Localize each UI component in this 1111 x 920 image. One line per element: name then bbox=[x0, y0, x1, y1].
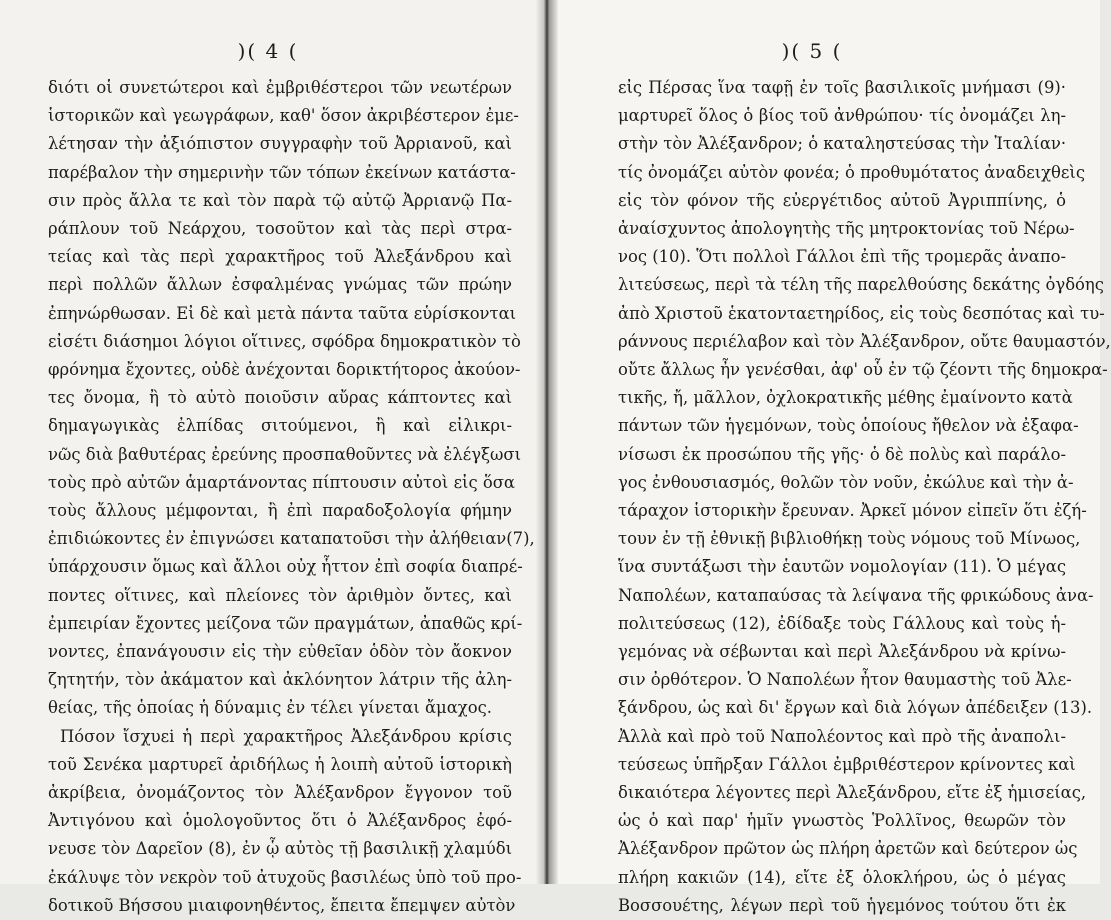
text-line: τοῦ Σενέκα μαρτυρεῖ ἀριδήλως ἡ λοιπὴ αὐτοῦ ἱστορικὴ bbox=[48, 754, 512, 774]
text-line: ἐπηνώρθωσαν. Εἰ δὲ καὶ μετὰ πάντα ταῦτα εὑρίσκονται bbox=[48, 303, 517, 323]
text-line: στὴν τὸν Ἀλέξανδρον; ὁ καταληστεύσας τὴν Ἰταλίαν· bbox=[618, 134, 1067, 154]
text-line: τικῆς, ἤ, μᾶλλον, ὀχλοκρατικῆς μέθης ἐμαίνοντο κατὰ bbox=[618, 388, 1073, 408]
text-line: ἀναίσχυντος ἀπολογητὴς τῆς μητροκτονίας τοῦ Νέρω- bbox=[618, 219, 1075, 239]
text-line: νος (10). Ὅτι πολλοὶ Γάλλοι ἐπὶ τῆς τρομερᾶς ἀναπο- bbox=[618, 247, 1067, 267]
text-line: τουν ἐν τῇ ἐθνικῇ βιβλιοθήκῃ τοὺς νόμους τοῦ Μίνωος, bbox=[618, 529, 1081, 549]
text-line: τείας καὶ τὰς περὶ χαρακτῆρος τοῦ Ἀλεξάνδρου καὶ bbox=[48, 247, 512, 267]
page-number-right: )( 5 ( bbox=[781, 39, 843, 63]
text-line: ζητητήν, τὸν ἀκάματον καὶ ἀκλόνητον λάτριν τῆς ἀλη- bbox=[48, 670, 512, 690]
right-page bbox=[548, 0, 1111, 915]
text-line: ἱστορικῶν καὶ γεωγράφων, καθ' ὅσον ἀκριβέστερον ἐμε- bbox=[48, 106, 519, 126]
text-line: Ναπολέων, καταπαύσας τὰ λείψανα τῆς φρικώδους ἀνα- bbox=[618, 585, 1094, 605]
text-line: οὔτε ἄλλως ἦν γενέσθαι, ἀφ' οὗ ἐν τῷ ζέοντι τῆς δημοκρα- bbox=[618, 360, 1108, 380]
text-line: ἀκρίβεια, ὀνομάζοντος τὸν Ἀλέξανδρον ἔγγονον τοῦ bbox=[48, 783, 512, 803]
left-page bbox=[0, 0, 548, 915]
text-line: ξάνδρου, ὡς καὶ δι' ἔργων καὶ διὰ λόγων ἀπέδειξεν (13). bbox=[618, 698, 1093, 718]
text-line: νευσε τὸν Δαρεῖον (8), ἐν ᾧ αὐτὸς τῇ βασιλικῇ χλαμύδι bbox=[48, 839, 512, 859]
text-line: ὡς ὁ καὶ παρ' ἡμῖν γνωστὸς Ῥολλῖνος, θεωρῶν τὸν bbox=[618, 811, 1066, 831]
text-line: θείας, τῆς ὁποίας ἡ δύναμις ἐν τέλει γίνεται ἄμαχος. bbox=[48, 698, 492, 718]
text-line: πάντων τῶν ἡγεμόνων, τοὺς ὁποίους ἤθελον νὰ ἐξαφα- bbox=[618, 416, 1079, 436]
text-line: τοὺς ἄλλους μέμφονται, ἢ ἐπὶ παραδοξολογία φήμην bbox=[48, 501, 512, 521]
text-line: εἰς Πέρσας ἵνα ταφῇ ἐν τοῖς βασιλικοῖς μνήμασι (9)· bbox=[618, 78, 1066, 97]
text-line: Πόσον ἴσχυεi ἡ περὶ χαρακτῆρος Ἀλεξάνδρου κρίσις bbox=[60, 726, 512, 746]
text-line: εἰσέτι διάσημοι λόγιοι οἵτινες, σφόδρα δημοκρατικὸν τὸ bbox=[48, 331, 521, 351]
text-line: δοτικοῦ Βήσσου μιαιφονηθέντος, ἔπειτα ἔπεμψεν αὐτὸν bbox=[48, 895, 516, 915]
text-line: σιν πρὸς ἄλλα τε καὶ τὸν παρὰ τῷ αὐτῷ Ἀρριανῷ Πα- bbox=[48, 190, 512, 210]
right-page-text bbox=[618, 74, 1111, 920]
text-line: Ἀντιγόνου καὶ ὁμολογοῦντος ὅτι ὁ Ἀλέξανδρος ἐφό- bbox=[48, 811, 512, 831]
text-line: γος ἐνθουσιασμός, θολῶν τὸν νοῦν, ἐκώλυε καὶ τὴν ἀ- bbox=[618, 472, 1074, 492]
text-line: ἐκάλυψε τὸν νεκρὸν τοῦ ἀτυχοῦς βασιλέως ὑπὸ τοῦ προ- bbox=[48, 867, 522, 887]
book-gutter bbox=[536, 0, 558, 884]
text-line: δημαγωγικὰς ἐλπίδας σιτούμενοι, ἢ καὶ εἰλικρι- bbox=[48, 416, 512, 436]
text-line: πλήρη κακιῶν (14), εἴτε ἐξ ὁλοκλήρου, ὡς ὁ μέγας bbox=[618, 867, 1066, 887]
text-line: νίσωσι ἐκ προσώπου τῆς γῆς· ὁ δὲ πολὺς καὶ παράλο- bbox=[618, 444, 1066, 464]
text-line: πολιτεύσεως (12), ἐδίδαξε τοὺς Γάλλους καὶ τοὺς ἡ- bbox=[618, 613, 1066, 633]
text-line: μαρτυρεῖ ὅλος ὁ βίος τοῦ ἀνθρώπου· τίς ὀνομάζει λη- bbox=[618, 106, 1066, 126]
text-line: Ἀλλὰ καὶ πρὸ τοῦ Ναπολέοντος καὶ πρὸ τῆς ἀναπολι- bbox=[618, 726, 1066, 746]
text-line: λέτησαν τὴν ἀξιόπιστον συγγραφὴν τοῦ Ἀρριανοῦ, καὶ bbox=[48, 134, 512, 154]
text-line: ράννους περιέλαβον καὶ τὸν Ἀλέξανδρον, οὔτε θαυμαστόν, bbox=[618, 331, 1111, 351]
text-line: ἵνα συντάξωσι τὴν ἑαυτῶν νομολογίαν (11). Ὁ μέγας bbox=[618, 557, 1066, 577]
text-line: ποντες οἵτινες, καὶ πλείονες τὸν ἀριθμὸν ὄντες, καὶ bbox=[48, 585, 512, 605]
text-line: τοὺς πρὸ αὐτῶν ἁμαρτάνοντας πίπτουσιν αὐτοὶ εἰς ὅσα bbox=[48, 472, 515, 492]
text-line: γεμόνας νὰ σέβωνται καὶ περὶ Ἀλεξάνδρου νὰ κρίνω- bbox=[618, 642, 1066, 662]
text-line: Ἀλέξανδρον πρῶτον ὡς πλήρη ἀρετῶν καὶ δεύτερον ὡς bbox=[618, 839, 1078, 859]
text-line: νῶς διὰ βαθυτέρας ἐρεύνης προσπαθοῦντες νὰ ἐλέγξωσι bbox=[48, 444, 522, 464]
text-line: τεύσεως ὑπῆρξαν Γάλλοι ἐμβριθέστερον κρίνοντες καὶ bbox=[618, 754, 1076, 774]
text-line: τίς ὀνομάζει αὐτὸν φονέα; ὁ προθυμότατος ἀναδειχθεὶς bbox=[618, 162, 1086, 182]
text-line: σιν ὀρθότερον. Ὁ Ναπολέων ἦτον θαυμαστὴς τοῦ Ἀλε- bbox=[618, 670, 1072, 690]
text-line: ἐπιδιώκοντες ἐν ἐπιγνώσει καταπατοῦσι τὴν ἀλήθειαν(7), bbox=[48, 529, 535, 549]
text-line: παρέβαλον τὴν σημερινὴν τῶν τόπων ἐκείνων κατάστα- bbox=[48, 162, 516, 182]
text-line: δικαιότερα λέγοντες περὶ Ἀλεξάνδρου, εἴτε ἐξ ἡμισείας, bbox=[618, 783, 1087, 803]
text-line: ἀπὸ Χριστοῦ ἑκατονταετηρίδος, εἰς τοὺς δεσπότας καὶ τυ- bbox=[618, 303, 1105, 323]
text-line: ράπλουν τοῦ Νεάρχου, τοσοῦτον καὶ τὰς περὶ στρα- bbox=[48, 219, 512, 239]
text-line: περὶ πολλῶν ἄλλων ἐσφαλμένας γνώμας τῶν πρώην bbox=[48, 275, 512, 295]
text-line: ὑπάρχουσιν ὅμως καὶ ἄλλοι οὐχ ἧττον ἐπὶ σοφία διαπρέ- bbox=[48, 557, 523, 577]
text-line: Βοσσουέτης, λέγων περὶ τοῦ ἡγεμόνος τούτου ὅτι ἐκ bbox=[618, 895, 1066, 915]
text-line: εἰς τὸν φόνον τῆς εὐεργέτιδος αὐτοῦ Ἀγριππίνης, ὁ bbox=[618, 190, 1066, 210]
left-page-text bbox=[48, 74, 535, 920]
text-line: διότι οἱ συνετώτεροι καὶ ἐμβριθέστεροι τῶν νεωτέρων bbox=[48, 78, 512, 97]
text-line: τάραχον ἱστορικὴν ἔρευναν. Ἀρκεῖ μόνον εἰπεῖν ὅτι ἐζή- bbox=[618, 501, 1087, 521]
text-line: νοντες, ἐπανάγουσιν εἰς τὴν εὐθεῖαν ὁδὸν τὸν ἄοκνον bbox=[48, 642, 512, 662]
text-line: λιτεύσεως, περὶ τὰ τέλη τῆς παρελθούσης δεκάτης ὀγδόης bbox=[618, 275, 1104, 295]
text-line: τες ὄνομα, ἢ τὸ αὐτὸ ποιοῦσιν αὔρας κάπτοντες καὶ bbox=[48, 388, 512, 408]
text-line: φρόνημα ἔχοντες, οὐδὲ ἀνέχονται δορικτήτορος ἀκούον- bbox=[48, 360, 521, 380]
page-number-left: )( 4 ( bbox=[237, 39, 299, 63]
text-line: ἐμπειρίαν ἔχοντες μείζονα τῶν πραγμάτων, ἀπαθῶς κρί- bbox=[48, 613, 523, 633]
